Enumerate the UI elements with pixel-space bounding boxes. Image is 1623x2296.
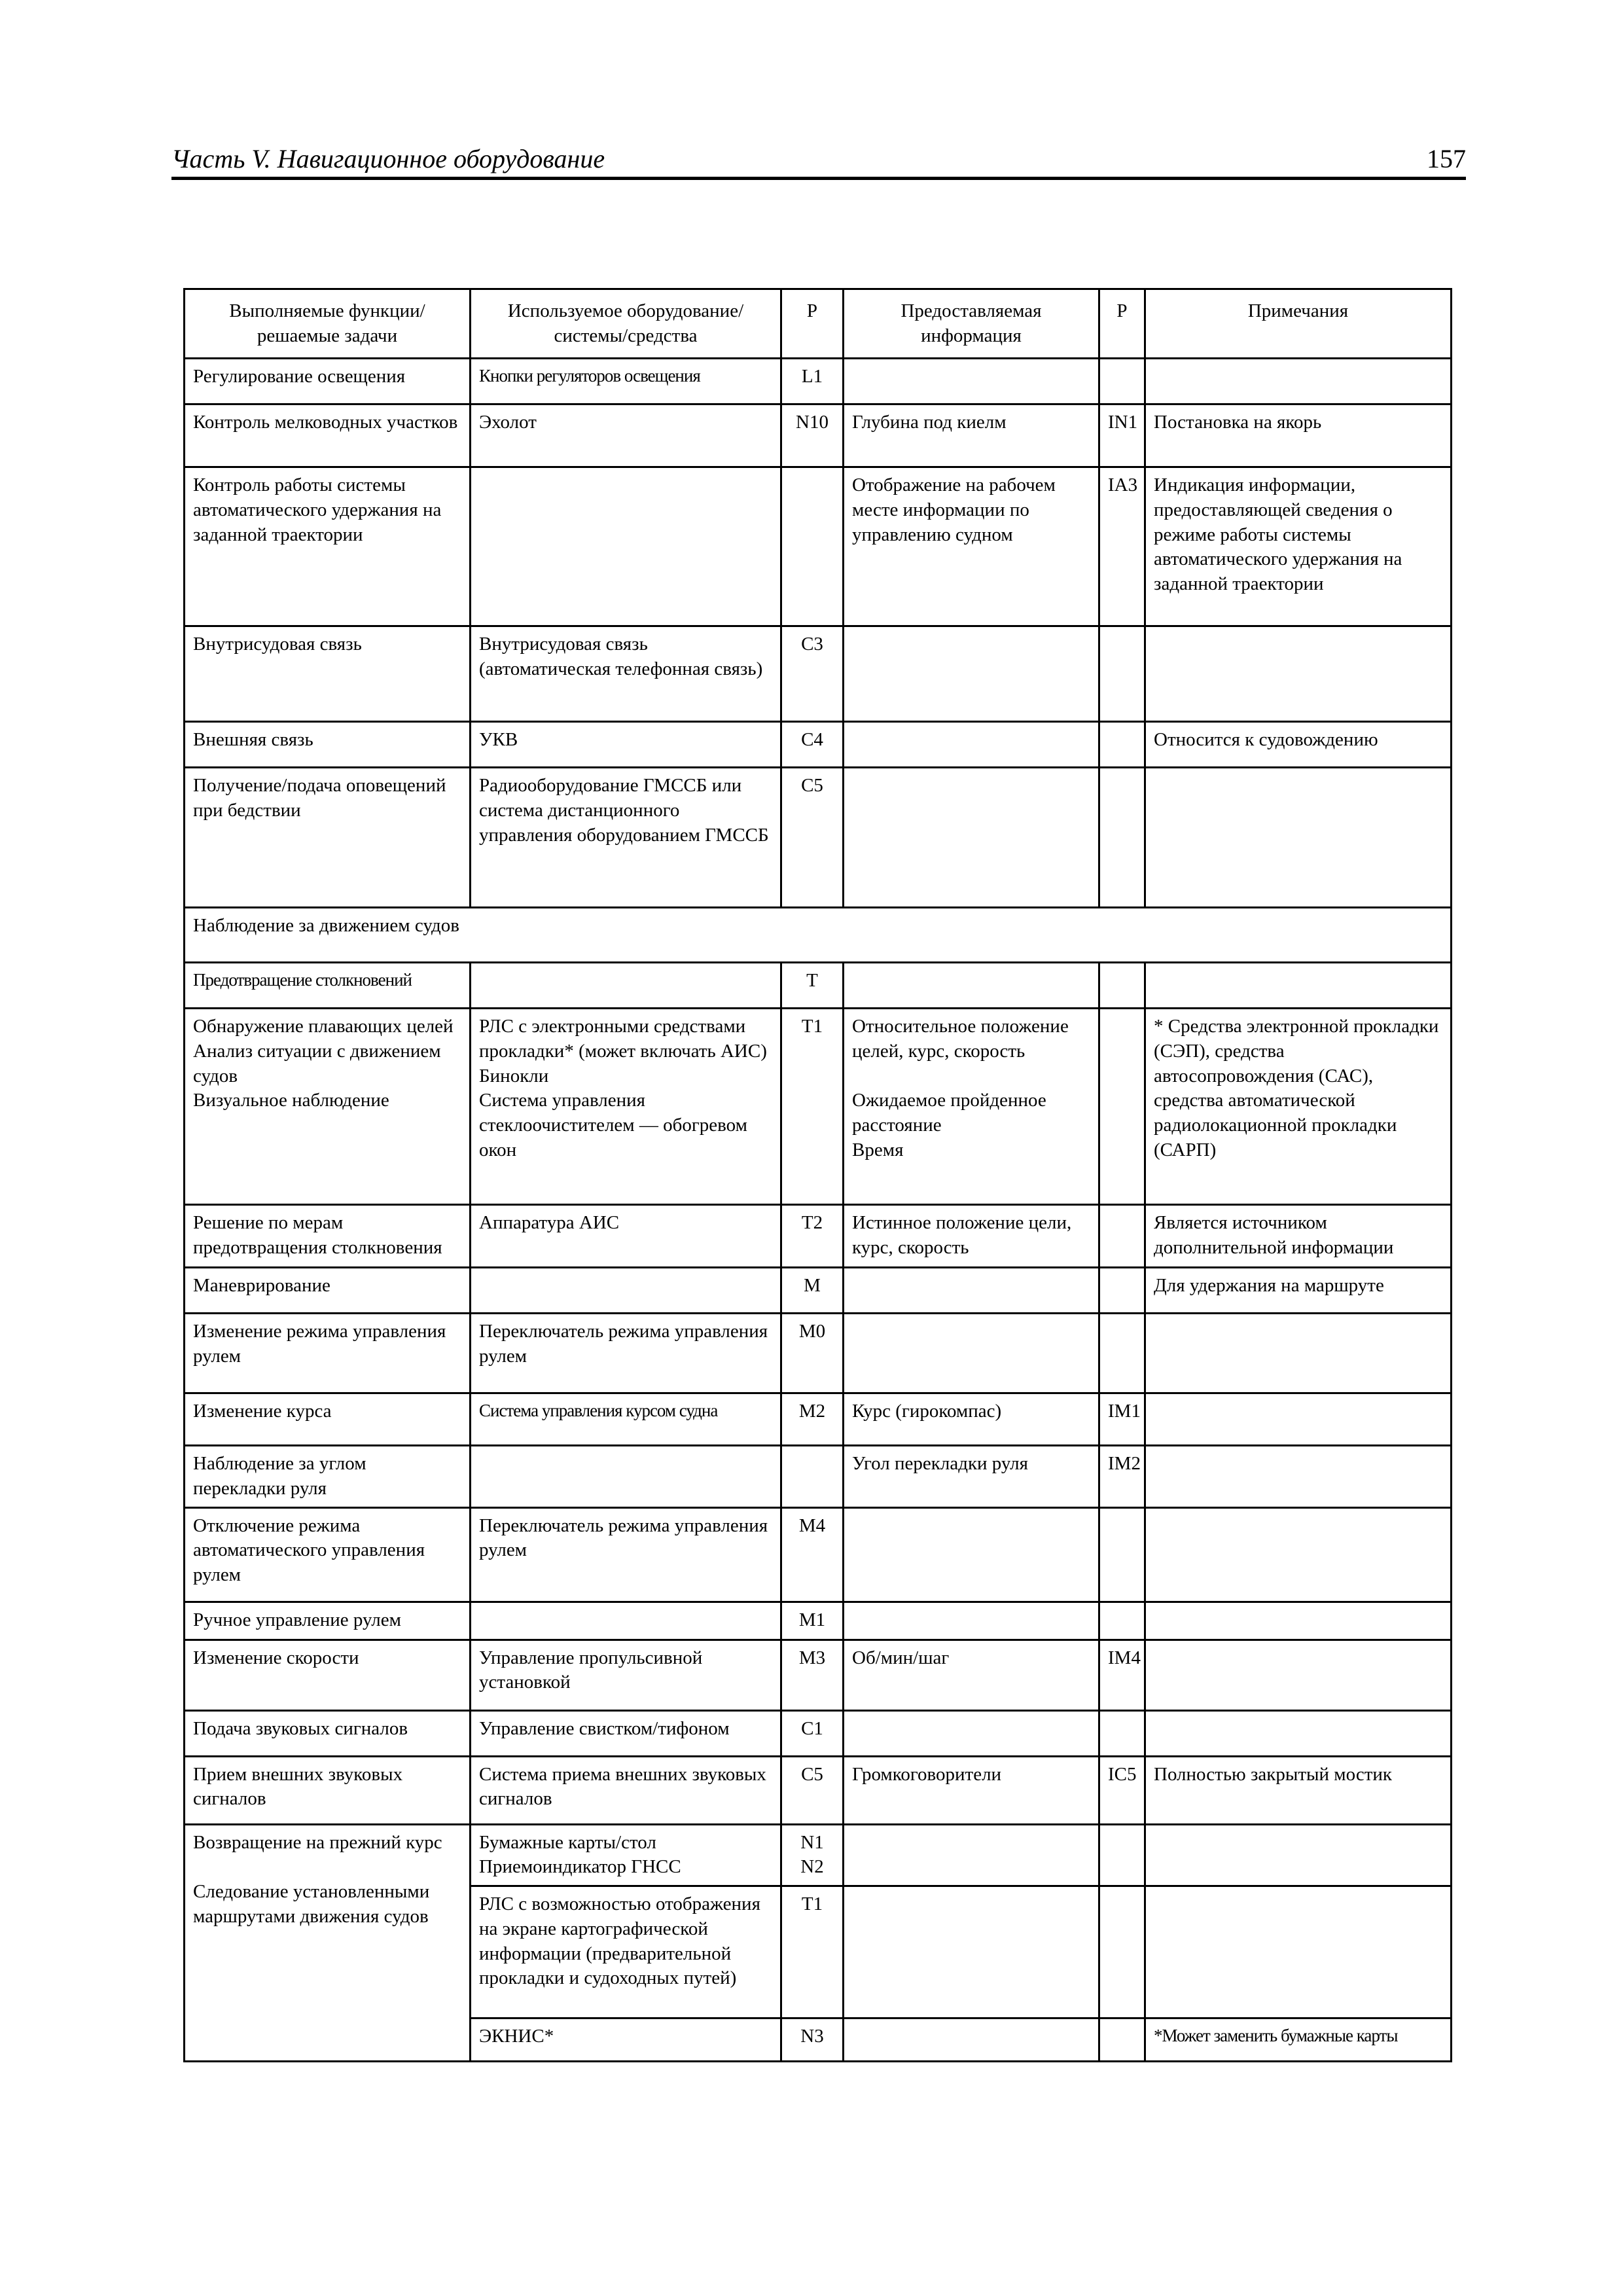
info-cell [844,359,1099,404]
equipment-cell: Управление пропульсивной установкой [471,1640,781,1710]
notes-cell [1145,1314,1452,1393]
equipment-cell: ЭКНИС* [471,2018,781,2062]
table-row [185,1446,1452,1507]
info-code-cell [1099,1886,1145,2018]
table-row [185,1602,1452,1640]
code-cell: N1 N2 [781,1824,844,1886]
code-cell: T1 [781,1886,844,2018]
function-cell: Изменение курса [185,1393,471,1446]
section-title: Наблюдение за движением судов [185,908,1452,963]
notes-cell [1145,1710,1452,1756]
code-cell: C1 [781,1710,844,1756]
table-row [185,1205,1452,1268]
notes-cell [1145,1393,1452,1446]
info-code-cell: IN1 [1099,404,1145,467]
table-row [185,1824,1452,1886]
info-code-cell [1099,626,1145,722]
info-code-cell [1099,1710,1145,1756]
code-cell: N3 [781,2018,844,2062]
code-cell: T [781,963,844,1009]
notes-cell: Относится к судовождению [1145,722,1452,768]
code-cell: T2 [781,1205,844,1268]
info-code-cell [1099,1268,1145,1314]
table-row [185,1640,1452,1710]
equipment-cell: Внутрисудовая связь (автоматическая телефонная связь) [471,626,781,722]
info-code-cell [1099,1314,1145,1393]
code-cell: C5 [781,768,844,908]
notes-cell: *Может заменить бумажные карты [1145,2018,1452,2062]
code-cell: C5 [781,1756,844,1824]
info-code-cell: IA3 [1099,467,1145,626]
info-cell: Угол перекладки руля [844,1446,1099,1507]
notes-cell: Для удержания на маршруте [1145,1268,1452,1314]
notes-cell: Полностью закрытый мостик [1145,1756,1452,1824]
column-header: Р [1099,289,1145,359]
table-header-row [185,289,1452,359]
section-heading-row [185,908,1452,963]
code-cell: C3 [781,626,844,722]
code-cell [781,1446,844,1507]
code-cell: M4 [781,1507,844,1602]
info-code-cell [1099,359,1145,404]
function-cell: Контроль работы системы автоматического удержания на заданной траектории [185,467,471,626]
column-header: Примечания [1145,289,1452,359]
notes-cell [1145,1602,1452,1640]
equipment-cell [471,1446,781,1507]
code-cell: L1 [781,359,844,404]
notes-cell: Индикация информации, предоставляющей сведения о режиме работы системы автоматического удержания на заданной траектории [1145,467,1452,626]
equipment-cell: Система управления курсом судна [471,1393,781,1446]
info-cell: Истинное положение цели, курс, скорость [844,1205,1099,1268]
info-cell [844,1268,1099,1314]
function-cell: Ручное управление рулем [185,1602,471,1640]
notes-cell: Является источником дополнительной информации [1145,1205,1452,1268]
info-code-cell [1099,768,1145,908]
code-cell: M3 [781,1640,844,1710]
notes-cell [1145,963,1452,1009]
table-row [185,1009,1452,1205]
page-header [171,140,1466,179]
equipment-cell: Переключатель режима управления рулем [471,1314,781,1393]
table-row [185,467,1452,626]
info-cell [844,1886,1099,2018]
info-code-cell [1099,1602,1145,1640]
info-code-cell [1099,963,1145,1009]
table-row [185,1710,1452,1756]
column-header: Используемое оборудование/ системы/средства [471,289,781,359]
column-header: Выполняемые функции/ решаемые задачи [185,289,471,359]
function-cell: Отключение режима автоматического управления рулем [185,1507,471,1602]
function-cell: Изменение скорости [185,1640,471,1710]
function-cell: Регулирование освещения [185,359,471,404]
info-code-cell [1099,1009,1145,1205]
info-cell [844,1602,1099,1640]
equipment-cell [471,1602,781,1640]
info-cell [844,1507,1099,1602]
info-cell: Об/мин/шаг [844,1640,1099,1710]
info-cell [844,626,1099,722]
table-row [185,359,1452,404]
notes-cell [1145,768,1452,908]
column-header: Р [781,289,844,359]
function-cell: Внутрисудовая связь [185,626,471,722]
notes-cell: Постановка на якорь [1145,404,1452,467]
notes-cell [1145,1640,1452,1710]
function-cell: Предотвращение столкновений [185,963,471,1009]
equipment-cell: Управление свистком/тифоном [471,1710,781,1756]
info-cell [844,1314,1099,1393]
function-cell: Внешняя связь [185,722,471,768]
table-row [185,768,1452,908]
table-row [185,963,1452,1009]
notes-cell [1145,1824,1452,1886]
running-title: Часть V. Навигационное оборудование [171,144,605,173]
equipment-cell: Бумажные карты/стол Приемоиндикатор ГНСС [471,1824,781,1886]
notes-cell [1145,1507,1452,1602]
page-number: 157 [1427,144,1466,173]
function-cell: Маневрирование [185,1268,471,1314]
equipment-cell [471,1268,781,1314]
table-row [185,1268,1452,1314]
table-row [185,1393,1452,1446]
info-cell: Относительное положение целей, курс, скорость Ожидаемое пройденное расстояние Время [844,1009,1099,1205]
info-code-cell [1099,1507,1145,1602]
notes-cell [1145,626,1452,722]
table-row [185,1314,1452,1393]
info-code-cell: IM2 [1099,1446,1145,1507]
info-code-cell [1099,722,1145,768]
code-cell: M [781,1268,844,1314]
info-code-cell [1099,2018,1145,2062]
info-cell: Отображение на рабочем месте информации по управлению судном [844,467,1099,626]
info-cell: Глубина под киелм [844,404,1099,467]
info-cell [844,963,1099,1009]
equipment-cell: Система приема внешних звуковых сигналов [471,1756,781,1824]
code-cell [781,467,844,626]
equipment-cell: УКВ [471,722,781,768]
equipment-cell: Переключатель режима управления рулем [471,1507,781,1602]
header-rule [171,177,1466,180]
code-cell: C4 [781,722,844,768]
table-row [185,626,1452,722]
equipment-cell: Кнопки регуляторов освещения [471,359,781,404]
function-cell: Решение по мерам предотвращения столкновения [185,1205,471,1268]
equipment-cell [471,963,781,1009]
info-code-cell [1099,1824,1145,1886]
code-cell: N10 [781,404,844,467]
notes-cell [1145,359,1452,404]
equipment-cell: Аппаратура АИС [471,1205,781,1268]
table-row [185,404,1452,467]
equipment-cell: Эхолот [471,404,781,467]
code-cell: M0 [781,1314,844,1393]
info-cell [844,1710,1099,1756]
equipment-cell: РЛС с возможностью отображения на экране картографической информации (предварительной прокладки и судоходных путей) [471,1886,781,2018]
notes-cell [1145,1446,1452,1507]
notes-cell [1145,1886,1452,2018]
function-cell: Получение/подача оповещений при бедствии [185,768,471,908]
function-cell: Возвращение на прежний курс Следование установленными маршрутами движения судов [185,1824,471,2061]
equipment-cell: Радиооборудование ГМССБ или система дистанционного управления оборудованием ГМССБ [471,768,781,908]
equipment-cell: РЛС с электронными средствами прокладки* (может включать АИС) Бинокли Система управления стеклоочистителем — обогревом окон [471,1009,781,1205]
code-cell: M1 [781,1602,844,1640]
function-cell: Изменение режима управления рулем [185,1314,471,1393]
info-cell [844,722,1099,768]
column-header: Предоставляемая информация [844,289,1099,359]
info-cell [844,768,1099,908]
function-cell: Наблюдение за углом перекладки руля [185,1446,471,1507]
table-row [185,1756,1452,1824]
table-row [185,722,1452,768]
info-code-cell: IC5 [1099,1756,1145,1824]
function-cell: Подача звуковых сигналов [185,1710,471,1756]
code-cell: T1 [781,1009,844,1205]
info-code-cell: IM1 [1099,1393,1145,1446]
table-row [185,1507,1452,1602]
equipment-table [183,288,1452,2062]
function-cell: Прием внешних звуковых сигналов [185,1756,471,1824]
function-cell: Обнаружение плавающих целей Анализ ситуации с движением судов Визуальное наблюдение [185,1009,471,1205]
info-code-cell: IM4 [1099,1640,1145,1710]
info-code-cell [1099,1205,1145,1268]
info-cell [844,1824,1099,1886]
info-cell: Курс (гирокомпас) [844,1393,1099,1446]
function-cell: Контроль мелководных участков [185,404,471,467]
notes-cell: * Средства электронной прокладки (СЭП), средства автосопровождения (САС), средства автоматической радиолокационной прокладки (САРП) [1145,1009,1452,1205]
info-cell [844,2018,1099,2062]
code-cell: M2 [781,1393,844,1446]
info-cell: Громкоговорители [844,1756,1099,1824]
equipment-cell [471,467,781,626]
